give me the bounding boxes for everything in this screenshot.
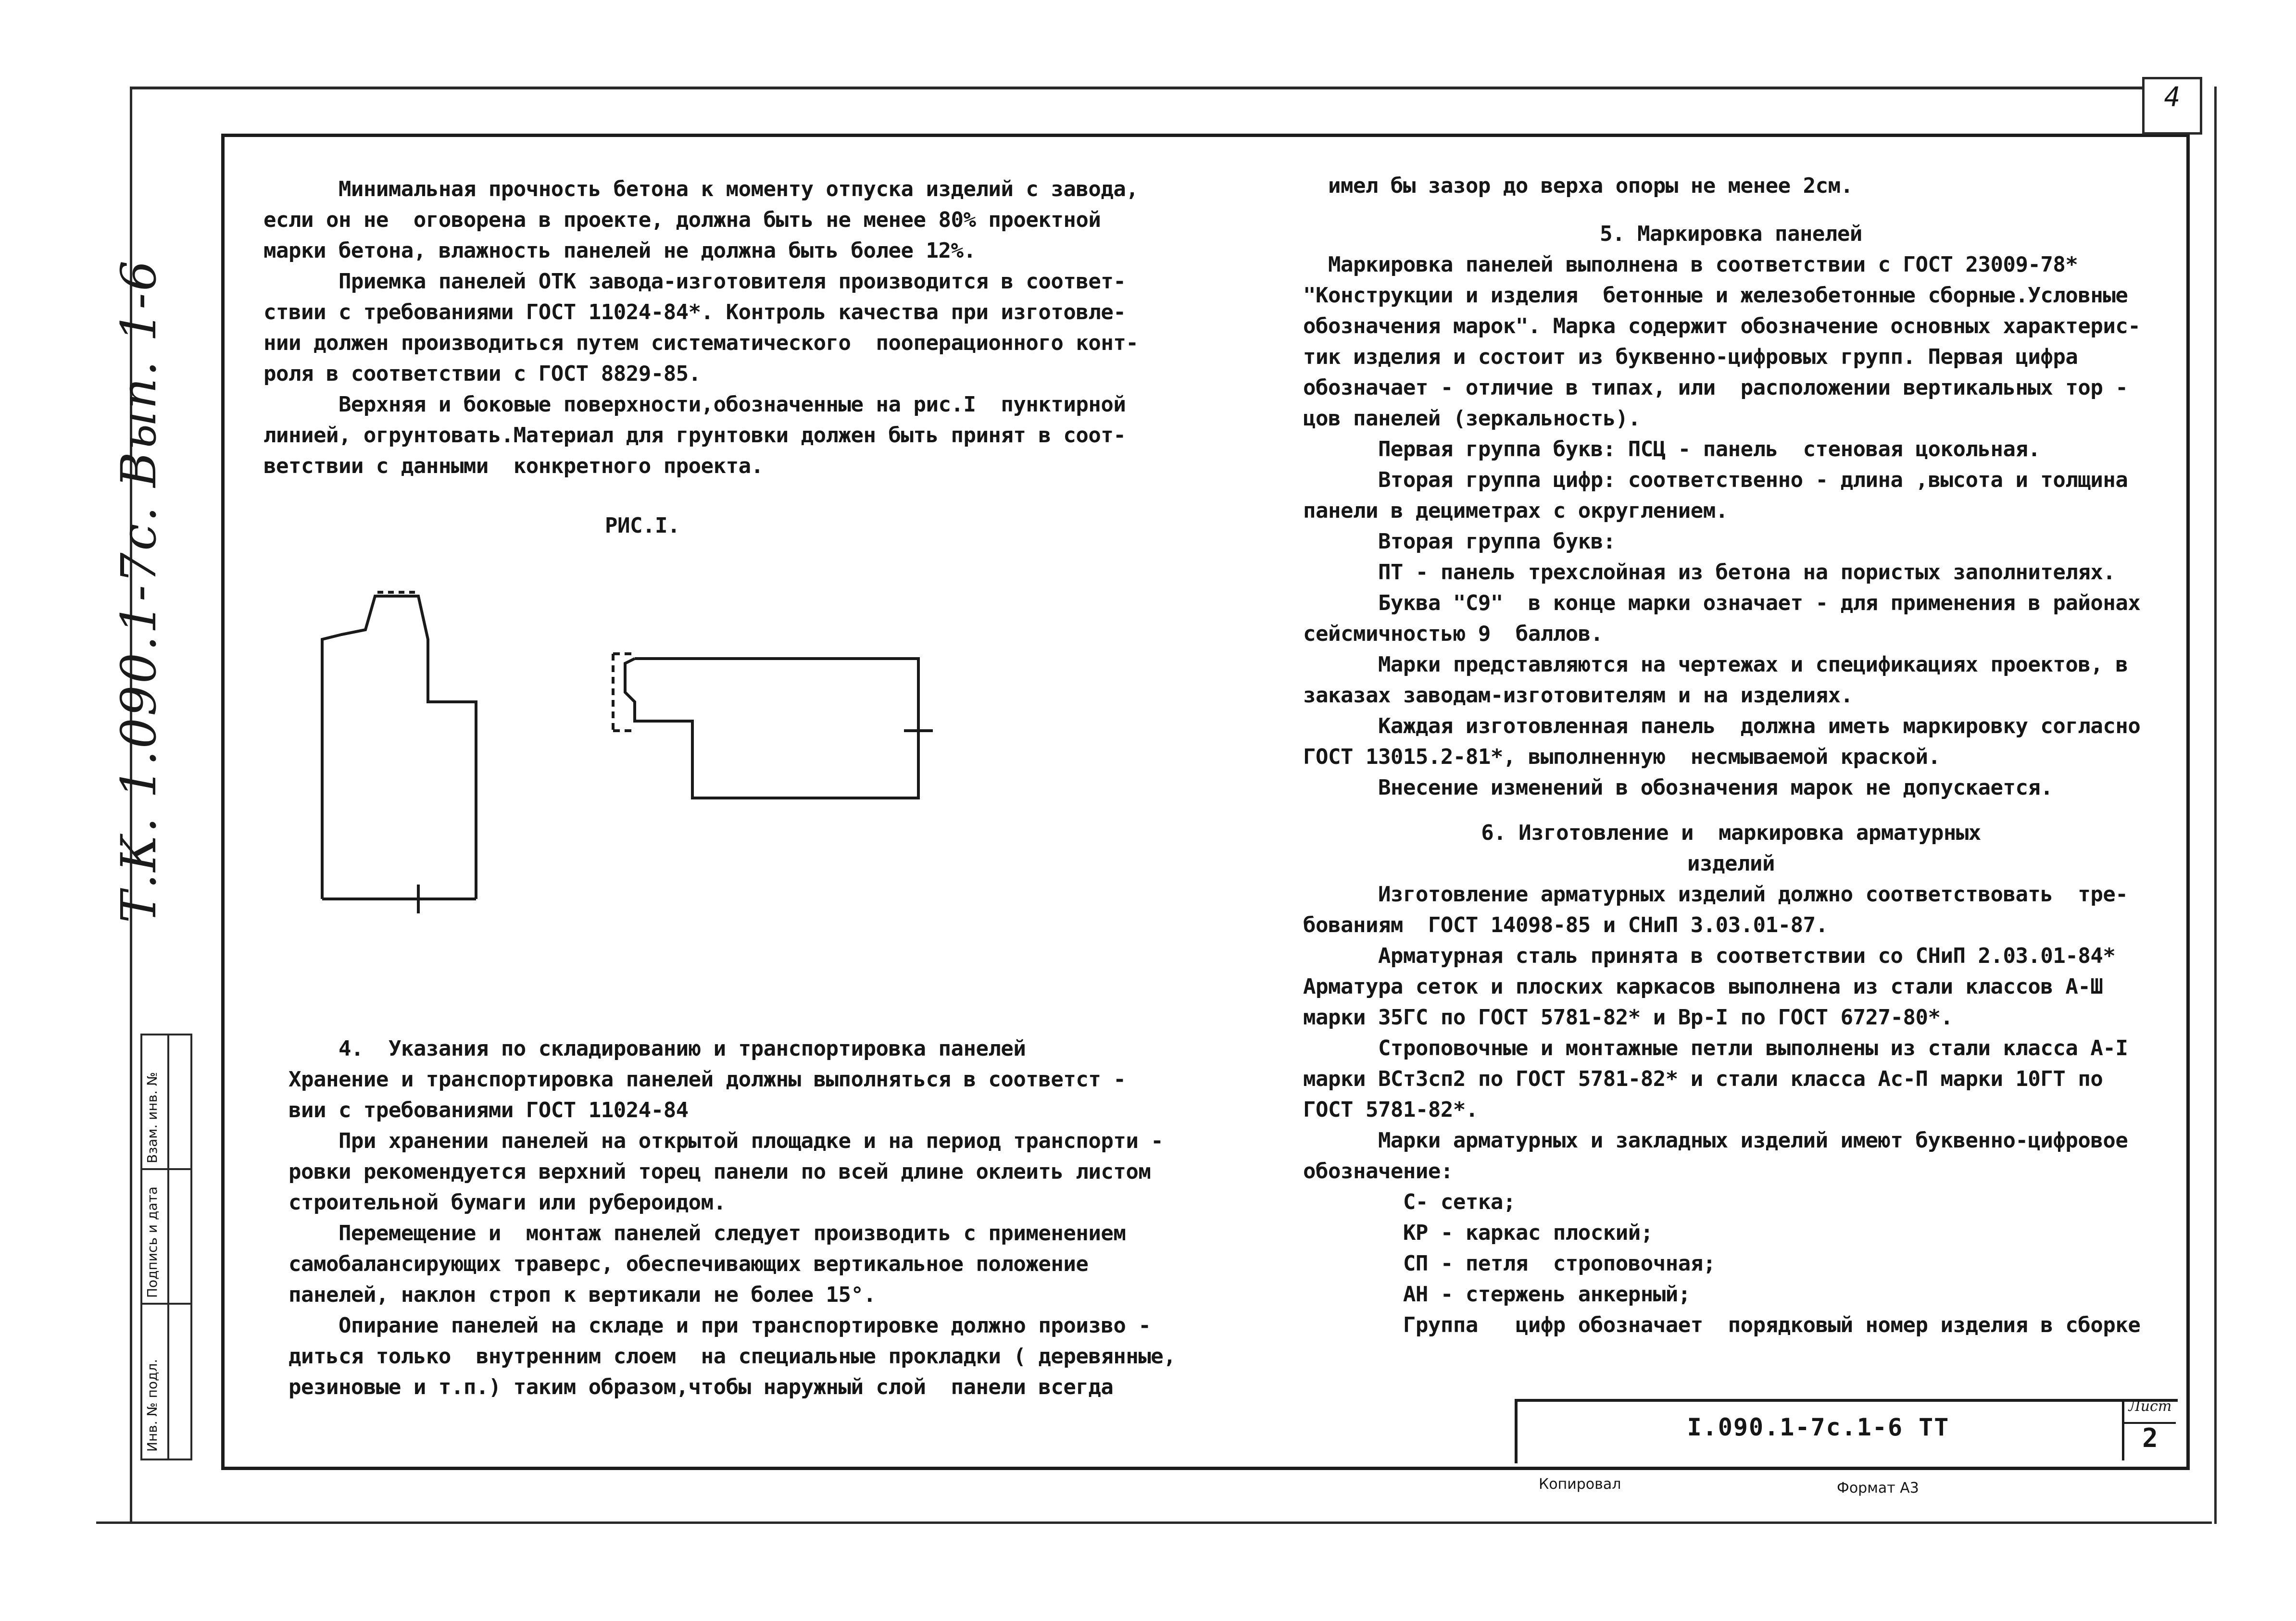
section-4-p4: Опирание панелей на складе и при транспортировке должно произво - диться только внутренним слоем на специальные прокладки ( деревянные, резиновые и т.п.) таким образом,чтобы наружный слой панели всегда [288,1313,1176,1399]
section-5-p2: Первая группа букв: ПСЦ - панель стеновая цокольная. Вторая группа цифр: соответственно - длина ,высота и толщина панели в дециметрах с округлением. Вторая группа букв: ПТ - панель трехслойная из бетона на пористых заполнителях. Буква "С9" в конце марки означает - для применения в районах сейсмичностью 9 баллов. Марки представляются на чертежах и спецификациях проектов, в заказах заводам-изготовителям и на изделиях. Каждая изготовленная панель должна иметь маркировку согласно ГОСТ 13015.2-81*, выполненную несмываемой краской. Внесение изменений в обозначения марок не допускается. [1303,437,2141,800]
profile-section-top [635,659,918,788]
section-4-p3: Перемещение и монтаж панелей следует производить с применением самобалансирующих траверс, обеспечивающих вертикальное положение панелей, наклон строп к вертикали не более 15°. [288,1221,1126,1307]
section-4-p1: Хранение и транспортировка панелей должны выполняться в соответст - вии с требованиями ГОСТ 11024-84 [288,1067,1126,1122]
paragraph-concrete-strength: Минимальная прочность бетона к моменту отпуска изделий с завода, если он не оговорена в проекте, должна быть не менее 80% проектной марки бетона, влажность панелей не должна быть более 12%. [263,177,1139,263]
section-5-title: 5. Маркировка панелей [1600,222,1862,246]
continued-text: имел бы зазор до верха опоры не менее 2см. [1303,174,1853,198]
figure-panel-profiles [298,567,971,928]
section-4-title: 4. Указания по складированию и транспортировка панелей [263,1036,1026,1061]
figure-caption: РИС.I. [605,513,680,538]
corner-page-number: 4 [2164,82,2181,113]
side-title: Т.К. 1.090.1-7с. Вып. 1-6 [111,258,167,923]
paragraph-priming: Верхняя и боковые поверхности,обозначенные на рис.I пунктирной линией, огрунтовать.Материал для грунтовки должен быть принят в соот- ветствии с данными конкретного проекта. [263,392,1126,478]
profile-side-view [322,592,476,913]
profile-section-outline [625,659,918,798]
left-column [263,174,1138,541]
paragraph-acceptance: Приемка панелей ОТК завода-изготовителя производится в соответ- ствии с требованиями ГОСТ 11024-84*. Контроль качества при изготовле- нии должен производиться путем систематического пооперационного конт- роля в соответствии с ГОСТ 8829-85. [263,269,1139,386]
document-code: I.090.1-7с.1-6 ТТ [1687,1413,1950,1441]
side-stamp-inv-no: Инв. № подл. [144,1359,160,1452]
section-4-p2: При хранении панелей на открытой площадке и на период транспорти - ровки рекомендуется верхний торец панели по всей длине оклеить листом строительной бумаги или рубероидом. [288,1129,1164,1215]
footer-format: Формат А3 [1837,1480,1919,1496]
section-4 [263,1034,1176,1403]
footer-copied-by: Копировал [1539,1476,1621,1493]
sheet-label: Лист [2128,1398,2172,1415]
outer-frame-bottom [96,1521,2212,1524]
profile-section-view [613,654,933,798]
right-column [1303,171,2159,1341]
side-stamp-replace-inv: Взам. инв. № [144,1072,160,1163]
section-6-p1: Изготовление арматурных изделий должно соответствовать тре- бованиям ГОСТ 14098-85 и СНиП 3.03.01-87. Арматурная сталь принята в соответствии со СНиП 2.03.01-84* Арматура сеток и плоских каркасов выполнена из стали классов А-Ш марки 35ГС по ГОСТ 5781-82* и Вр-I по ГОСТ 6727-80*. Строповочные и монтажные петли выполнены из стали класса А-I марки ВСт3сп2 по ГОСТ 5781-82* и стали класса Ас-П марки 10ГТ по ГОСТ 5781-82*. Марки арматурных и закладных изделий имеют буквенно-цифровое обозначение: С- сетка; КР - каркас плоский; СП - петля строповочная; АН - стержень анкерный; Группа цифр обозначает порядковый номер изделия в сборке [1303,882,2141,1337]
section-6-title: 6. Изготовление и маркировка арматурных изделий [1481,821,1981,876]
section-5-p1: Маркировка панелей выполнена в соответствии с ГОСТ 23009-78* "Конструкции и изделия бетонные и железобетонные сборные.Условные обозначения марок". Марка содержит обозначение основных характерис- тик изделия и состоит из буквенно-цифровых групп. Первая цифра обозначает - отличие в типах, или расположении вертикальных тор - цов панелей (зеркальность). [1303,252,2141,431]
sheet-number: 2 [2142,1423,2158,1453]
profile-side-outline [322,596,476,899]
side-stamp-cells [140,1034,192,1457]
side-stamp-signature: Подпись и дата [144,1186,160,1298]
